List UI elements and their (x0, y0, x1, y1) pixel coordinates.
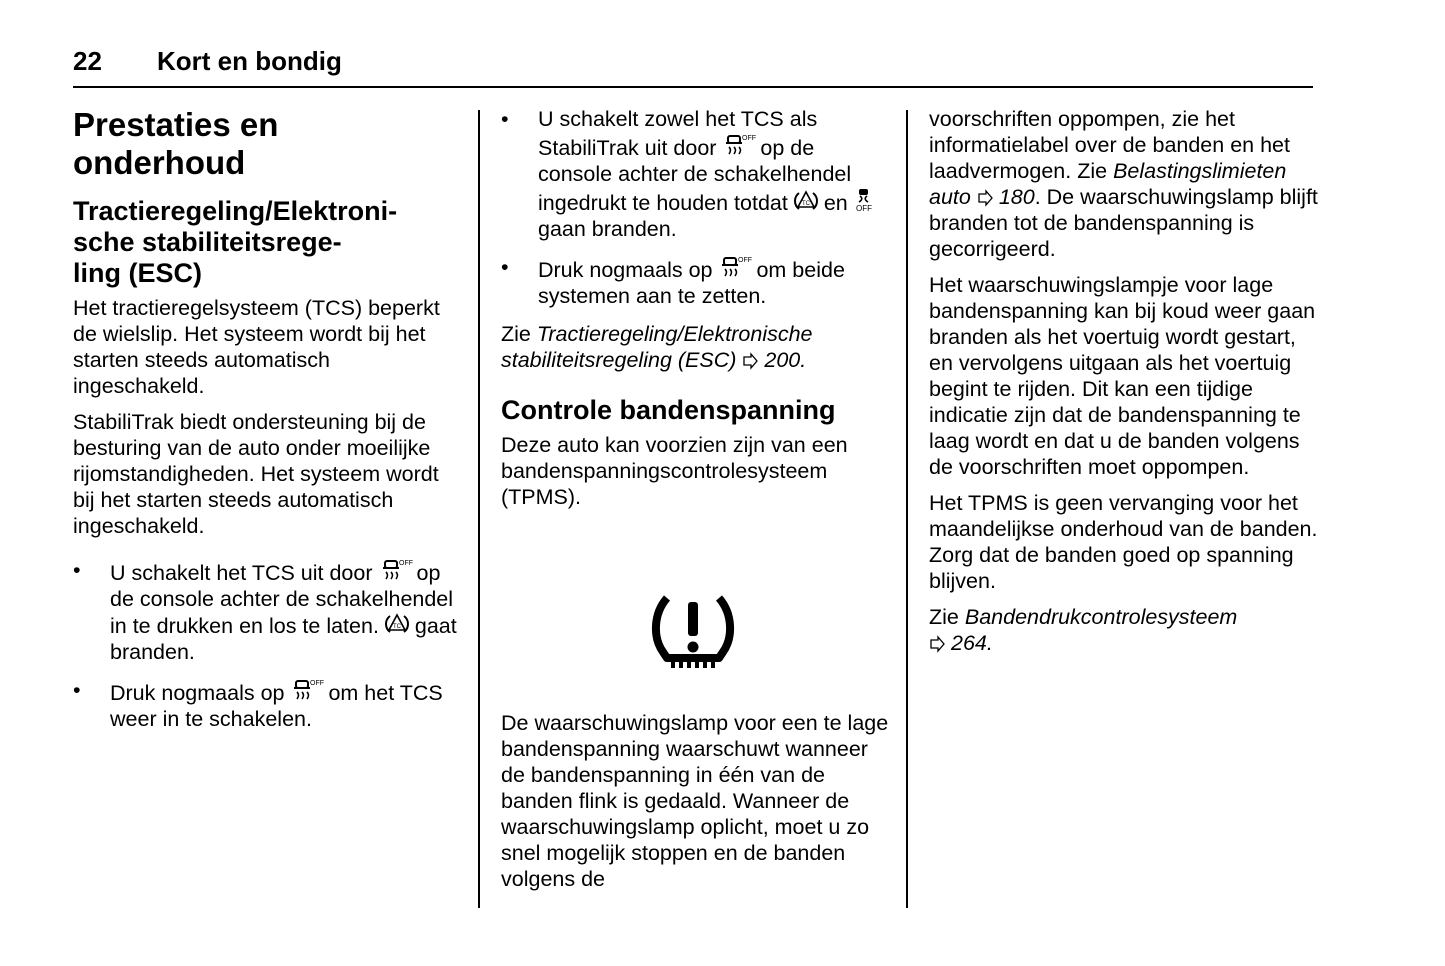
page-reference[interactable]: 180 (998, 185, 1035, 209)
bullet: • (501, 107, 509, 131)
traction-control-off-icon (290, 677, 325, 703)
svg-text:OFF: OFF (738, 257, 753, 264)
traction-control-lamp-icon (385, 612, 409, 636)
text: en (823, 191, 848, 215)
bullet-list (73, 557, 465, 732)
svg-text:OFF: OFF (742, 135, 757, 142)
list-item (501, 254, 893, 309)
svg-text:OFF: OFF (398, 560, 413, 567)
paragraph: Het TPMS is geen vervanging voor het maandelijkse onderhoud van de banden. Zorg dat de banden goed op spanning blijven. (929, 491, 1318, 593)
bullet: • (73, 558, 81, 582)
text: U schakelt het TCS uit door (110, 561, 373, 585)
column-divider (478, 110, 480, 908)
section-heading: Controle bandenspanning (501, 395, 836, 425)
paragraph: Het waarschuwingslampje voor lage bandenspanning kan bij koud weer gaan branden als het voertuig wordt gestart, en vervolgens uitgaan als het voertuig begint te rijden. Dit kan een tijdige indicatie zijn dat de bandenspanning te laag wordt en dat u de banden volgens de voorschriften moet oppompen. (929, 273, 1316, 479)
bullet-list (501, 106, 893, 309)
reference-link[interactable]: Tractieregeling/Elektronische stabiliteitsregeling (ESC) (501, 322, 813, 372)
text: voorschriften oppompen, zie het informatielabel over de banden en het laadvermogen. Zie (929, 107, 1290, 183)
cross-reference: Zie Tractieregeling/Elektronische stabiliteitsregeling (ESC) 200. (501, 322, 813, 372)
reference-link[interactable]: Bandendrukcontrolesysteem (964, 605, 1238, 629)
cross-reference: Zie Bandendrukcontrolesysteem 264. (929, 605, 1238, 655)
text: Druk nogmaals op (110, 681, 285, 705)
tpms-figure (501, 520, 893, 710)
paragraph: Het tractieregelsysteem (TCS) beperkt de wielslip. Het systeem wordt bij het starten steeds automatisch ingeschakeld. (73, 296, 440, 398)
svg-text:TC: TC (392, 624, 401, 630)
traction-control-lamp-icon (794, 189, 818, 213)
page-reference[interactable]: 200 (764, 348, 801, 372)
page-reference-arrow-icon (929, 635, 945, 653)
text: gaan branden. (538, 217, 677, 241)
list-item (73, 557, 465, 665)
tire-pressure-warning-icon (651, 592, 735, 674)
text: gaat branden. (110, 614, 457, 664)
paragraph: StabiliTrak biedt ondersteuning bij de besturing van de auto onder moeilijke rijomstandigheden. Het systeem wordt bij het starten steeds automatisch ingeschakeld. (73, 410, 439, 538)
heading-line: sche stabiliteitsrege- (73, 227, 342, 257)
heading-line: ling (ESC) (73, 258, 202, 288)
text: op de console achter de schakelhendel ingedrukt te houden totdat (538, 136, 852, 215)
text: om het TCS weer in te schakelen. (110, 681, 443, 731)
column-3 (929, 106, 1321, 666)
page-header (73, 44, 1313, 88)
text: U schakelt zowel het TCS als StabiliTrak uit door (538, 107, 818, 160)
stabilitrak-off-icon (854, 187, 874, 213)
paragraph (929, 106, 1321, 262)
svg-text:OFF: OFF (310, 680, 325, 687)
heading-line: Tractieregeling/Elektroni- (73, 196, 398, 226)
page-reference-arrow-icon (977, 189, 993, 207)
page-number: 22 (73, 46, 102, 76)
page-reference[interactable]: 264 (950, 631, 987, 655)
traction-control-off-icon (718, 254, 753, 280)
main-heading: Prestaties en onderhoud (73, 106, 279, 181)
text: Druk nogmaals op (538, 258, 713, 282)
svg-text:OFF: OFF (855, 204, 872, 213)
list-item (501, 106, 893, 242)
svg-text:TC: TC (801, 201, 810, 207)
bullet: • (73, 678, 81, 702)
paragraph: Deze auto kan voorzien zijn van een bandenspanningscontrolesysteem (TPMS). (501, 433, 848, 509)
paragraph: De waarschuwingslamp voor een te lage bandenspanning waarschuwt wanneer de bandenspanning in één van de banden flink is gedaald. Wanneer de waarschuwingslamp oplicht, moet u zo snel mogelijk stoppen en de banden volgens de (501, 711, 889, 891)
section-heading (73, 196, 465, 289)
traction-control-off-icon (379, 557, 411, 583)
text: . De waarschuwingslamp blijft branden tot de bandenspanning is gecorrigeerd. (929, 185, 1318, 261)
text: Zie (929, 605, 959, 629)
list-item (73, 677, 465, 732)
column-1 (73, 106, 465, 744)
bullet: • (501, 255, 509, 279)
page-reference-arrow-icon (742, 352, 758, 370)
text: Zie (501, 322, 531, 346)
column-divider (906, 110, 908, 908)
reference-link[interactable]: Belastingslimieten auto (929, 159, 1287, 209)
text: om beide systemen aan te zetten. (538, 258, 845, 308)
traction-control-off-icon (722, 132, 757, 158)
column-2 (501, 106, 893, 902)
section-title: Kort en bondig (157, 46, 342, 76)
text: op de console achter de schakelhendel in te drukken en los te laten. (110, 561, 454, 638)
